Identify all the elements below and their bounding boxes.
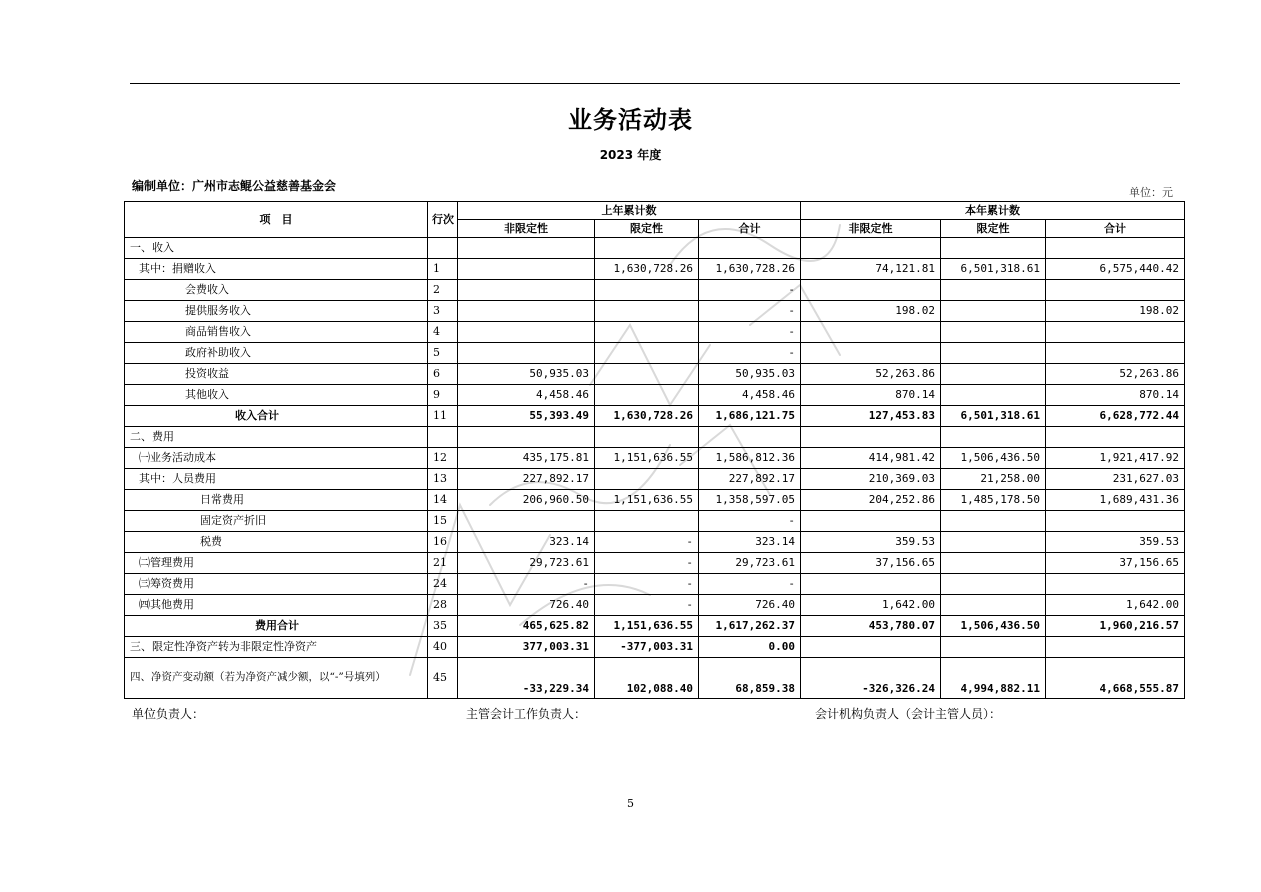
cell-value: 870.14 xyxy=(1046,385,1185,406)
cell-value: 206,960.50 xyxy=(458,490,595,511)
row-label: 投资收益 xyxy=(125,364,428,385)
cell-value xyxy=(458,238,595,259)
row-line-number: 40 xyxy=(428,637,458,658)
cell-value: 102,088.40 xyxy=(595,658,699,699)
cell-value: 453,780.07 xyxy=(801,616,941,637)
cell-value: 127,453.83 xyxy=(801,406,941,427)
cell-value xyxy=(1046,574,1185,595)
cell-value xyxy=(699,238,801,259)
header-curr-restricted: 限定性 xyxy=(941,220,1046,238)
cell-value xyxy=(595,343,699,364)
cell-value xyxy=(595,427,699,448)
row-label: 其中：捐赠收入 xyxy=(125,259,428,280)
cell-value xyxy=(595,238,699,259)
cell-value: 50,935.03 xyxy=(458,364,595,385)
cell-value xyxy=(1046,280,1185,301)
row-line-number: 24 xyxy=(428,574,458,595)
row-line-number xyxy=(428,238,458,259)
cell-value: 50,935.03 xyxy=(699,364,801,385)
cell-value: 198.02 xyxy=(801,301,941,322)
cell-value: 1,642.00 xyxy=(801,595,941,616)
header-curr-unrestricted: 非限定性 xyxy=(801,220,941,238)
business-activity-table xyxy=(124,201,1185,699)
cell-value: 359.53 xyxy=(1046,532,1185,553)
row-label: 三、限定性净资产转为非限定性净资产 xyxy=(125,637,428,658)
page-title: 业务活动表 xyxy=(568,106,693,134)
cell-value: 29,723.61 xyxy=(458,553,595,574)
row-line-number: 5 xyxy=(428,343,458,364)
cell-value: 1,630,728.26 xyxy=(595,259,699,280)
cell-value: 204,252.86 xyxy=(801,490,941,511)
cell-value: 37,156.65 xyxy=(801,553,941,574)
cell-value: 1,506,436.50 xyxy=(941,616,1046,637)
cell-value: 6,501,318.61 xyxy=(941,259,1046,280)
row-label: 二、费用 xyxy=(125,427,428,448)
table-row xyxy=(125,637,1185,658)
cell-value xyxy=(699,427,801,448)
cell-value: 1,960,216.57 xyxy=(1046,616,1185,637)
header-line-number: 行次 xyxy=(428,202,458,238)
row-label: 收入合计 xyxy=(125,406,428,427)
header-prev-unrestricted: 非限定性 xyxy=(458,220,595,238)
cell-value xyxy=(801,280,941,301)
cell-value: - xyxy=(595,595,699,616)
cell-value: -326,326.24 xyxy=(801,658,941,699)
cell-value: 1,686,121.75 xyxy=(699,406,801,427)
cell-value: 198.02 xyxy=(1046,301,1185,322)
cell-value: 37,156.65 xyxy=(1046,553,1185,574)
row-line-number: 13 xyxy=(428,469,458,490)
cell-value: 4,668,555.87 xyxy=(1046,658,1185,699)
cell-value xyxy=(941,637,1046,658)
row-line-number: 6 xyxy=(428,364,458,385)
cell-value: 52,263.86 xyxy=(801,364,941,385)
row-line-number: 14 xyxy=(428,490,458,511)
row-line-number: 1 xyxy=(428,259,458,280)
cell-value xyxy=(595,511,699,532)
row-line-number: 28 xyxy=(428,595,458,616)
cell-value: 377,003.31 xyxy=(458,637,595,658)
cell-value: 1,506,436.50 xyxy=(941,448,1046,469)
cell-value: 1,151,636.55 xyxy=(595,616,699,637)
cell-value: 1,630,728.26 xyxy=(699,259,801,280)
cell-value xyxy=(458,259,595,280)
cell-value xyxy=(1046,238,1185,259)
row-line-number: 3 xyxy=(428,301,458,322)
header-prev-year: 上年累计数 xyxy=(458,202,801,220)
cell-value xyxy=(595,301,699,322)
table-row xyxy=(125,511,1185,532)
row-label: 四、净资产变动额（若为净资产减少额，以“-”号填列） xyxy=(125,658,428,699)
table-row xyxy=(125,406,1185,427)
cell-value: 1,630,728.26 xyxy=(595,406,699,427)
table-row xyxy=(125,364,1185,385)
table-row xyxy=(125,448,1185,469)
cell-value xyxy=(801,427,941,448)
cell-value: - xyxy=(595,532,699,553)
cell-value: 1,485,178.50 xyxy=(941,490,1046,511)
cell-value: 1,642.00 xyxy=(1046,595,1185,616)
cell-value: 1,921,417.92 xyxy=(1046,448,1185,469)
cell-value xyxy=(1046,511,1185,532)
header-item: 项 目 xyxy=(125,202,428,238)
cell-value: 227,892.17 xyxy=(458,469,595,490)
signature-agency-head: 会计机构负责人（会计主管人员）： xyxy=(815,707,1002,721)
cell-value: 1,358,597.05 xyxy=(699,490,801,511)
cell-value: -377,003.31 xyxy=(595,637,699,658)
row-label: 政府补助收入 xyxy=(125,343,428,364)
cell-value: 1,586,812.36 xyxy=(699,448,801,469)
cell-value xyxy=(458,322,595,343)
cell-value: -33,229.34 xyxy=(458,658,595,699)
cell-value xyxy=(595,280,699,301)
table-row xyxy=(125,238,1185,259)
table-row xyxy=(125,469,1185,490)
table-row xyxy=(125,595,1185,616)
table-row xyxy=(125,259,1185,280)
cell-value: 29,723.61 xyxy=(699,553,801,574)
table-row xyxy=(125,616,1185,637)
cell-value xyxy=(801,637,941,658)
cell-value xyxy=(458,511,595,532)
cell-value xyxy=(1046,322,1185,343)
cell-value xyxy=(941,385,1046,406)
cell-value: 414,981.42 xyxy=(801,448,941,469)
cell-value: - xyxy=(458,574,595,595)
cell-value xyxy=(941,301,1046,322)
table-row xyxy=(125,343,1185,364)
cell-value: 68,859.38 xyxy=(699,658,801,699)
table-row xyxy=(125,553,1185,574)
cell-value xyxy=(458,301,595,322)
cell-value xyxy=(941,553,1046,574)
table-row xyxy=(125,280,1185,301)
cell-value: - xyxy=(699,511,801,532)
cell-value: 1,617,262.37 xyxy=(699,616,801,637)
cell-value: 465,625.82 xyxy=(458,616,595,637)
signature-accounting-head: 主管会计工作负责人： xyxy=(466,707,587,721)
header-current-year: 本年累计数 xyxy=(801,202,1185,220)
row-label: 固定资产折旧 xyxy=(125,511,428,532)
cell-value: 435,175.81 xyxy=(458,448,595,469)
cell-value: 4,458.46 xyxy=(699,385,801,406)
cell-value xyxy=(941,364,1046,385)
cell-value xyxy=(941,532,1046,553)
table-row xyxy=(125,322,1185,343)
cell-value: 6,575,440.42 xyxy=(1046,259,1185,280)
row-line-number: 21 xyxy=(428,553,458,574)
table-row xyxy=(125,385,1185,406)
table-row xyxy=(125,301,1185,322)
cell-value xyxy=(941,280,1046,301)
cell-value xyxy=(1046,637,1185,658)
currency-unit: 单位：元 xyxy=(1129,186,1173,199)
cell-value xyxy=(941,595,1046,616)
cell-value: 323.14 xyxy=(458,532,595,553)
cell-value: 52,263.86 xyxy=(1046,364,1185,385)
table-row xyxy=(125,574,1185,595)
cell-value: 6,628,772.44 xyxy=(1046,406,1185,427)
row-line-number: 4 xyxy=(428,322,458,343)
row-label: ㈣其他费用 xyxy=(125,595,428,616)
cell-value xyxy=(458,343,595,364)
cell-value: 323.14 xyxy=(699,532,801,553)
report-year: 2023 年度 xyxy=(599,148,662,162)
table-row xyxy=(125,490,1185,511)
cell-value: 1,151,636.55 xyxy=(595,490,699,511)
header-prev-restricted: 限定性 xyxy=(595,220,699,238)
cell-value: 4,458.46 xyxy=(458,385,595,406)
cell-value xyxy=(1046,343,1185,364)
cell-value: - xyxy=(699,301,801,322)
row-label: ㈢筹资费用 xyxy=(125,574,428,595)
cell-value xyxy=(595,364,699,385)
cell-value xyxy=(595,322,699,343)
header-prev-total: 合计 xyxy=(699,220,801,238)
cell-value xyxy=(458,427,595,448)
cell-value: 726.40 xyxy=(458,595,595,616)
table-row xyxy=(125,532,1185,553)
cell-value: 359.53 xyxy=(801,532,941,553)
cell-value xyxy=(801,511,941,532)
cell-value xyxy=(801,343,941,364)
cell-value: 55,393.49 xyxy=(458,406,595,427)
organization-name: 编制单位：广州市志鲲公益慈善基金会 xyxy=(132,179,337,193)
table-row xyxy=(125,427,1185,448)
table-row xyxy=(125,658,1185,699)
cell-value: 231,627.03 xyxy=(1046,469,1185,490)
cell-value: 726.40 xyxy=(699,595,801,616)
row-label: 其他收入 xyxy=(125,385,428,406)
row-line-number: 11 xyxy=(428,406,458,427)
cell-value xyxy=(941,343,1046,364)
cell-value xyxy=(1046,427,1185,448)
row-line-number: 12 xyxy=(428,448,458,469)
cell-value xyxy=(801,322,941,343)
row-label: 商品销售收入 xyxy=(125,322,428,343)
cell-value: 21,258.00 xyxy=(941,469,1046,490)
cell-value: - xyxy=(595,553,699,574)
cell-value: - xyxy=(699,574,801,595)
row-label: 会费收入 xyxy=(125,280,428,301)
row-line-number: 16 xyxy=(428,532,458,553)
row-label: 提供服务收入 xyxy=(125,301,428,322)
row-line-number: 35 xyxy=(428,616,458,637)
cell-value xyxy=(941,511,1046,532)
row-line-number: 9 xyxy=(428,385,458,406)
row-label: ㈡管理费用 xyxy=(125,553,428,574)
cell-value xyxy=(458,280,595,301)
cell-value xyxy=(595,469,699,490)
cell-value: 870.14 xyxy=(801,385,941,406)
row-line-number xyxy=(428,427,458,448)
cell-value: - xyxy=(699,343,801,364)
cell-value: 74,121.81 xyxy=(801,259,941,280)
cell-value: 1,689,431.36 xyxy=(1046,490,1185,511)
cell-value: - xyxy=(699,280,801,301)
row-line-number: 45 xyxy=(428,658,458,699)
cell-value xyxy=(941,574,1046,595)
row-line-number: 15 xyxy=(428,511,458,532)
row-label: 日常费用 xyxy=(125,490,428,511)
page-number: 5 xyxy=(627,797,634,810)
cell-value: 4,994,882.11 xyxy=(941,658,1046,699)
signature-unit-head: 单位负责人： xyxy=(132,707,205,721)
cell-value xyxy=(801,574,941,595)
cell-value: 0.00 xyxy=(699,637,801,658)
cell-value: 210,369.03 xyxy=(801,469,941,490)
header-curr-total: 合计 xyxy=(1046,220,1185,238)
row-label: 一、收入 xyxy=(125,238,428,259)
top-rule xyxy=(130,83,1180,84)
cell-value xyxy=(801,238,941,259)
cell-value xyxy=(595,385,699,406)
row-line-number: 2 xyxy=(428,280,458,301)
row-label: 费用合计 xyxy=(125,616,428,637)
cell-value: - xyxy=(699,322,801,343)
cell-value: 227,892.17 xyxy=(699,469,801,490)
cell-value: 6,501,318.61 xyxy=(941,406,1046,427)
row-label: ㈠业务活动成本 xyxy=(125,448,428,469)
cell-value: - xyxy=(595,574,699,595)
cell-value: 1,151,636.55 xyxy=(595,448,699,469)
cell-value xyxy=(941,322,1046,343)
cell-value xyxy=(941,427,1046,448)
row-label: 税费 xyxy=(125,532,428,553)
cell-value xyxy=(941,238,1046,259)
row-label: 其中：人员费用 xyxy=(125,469,428,490)
